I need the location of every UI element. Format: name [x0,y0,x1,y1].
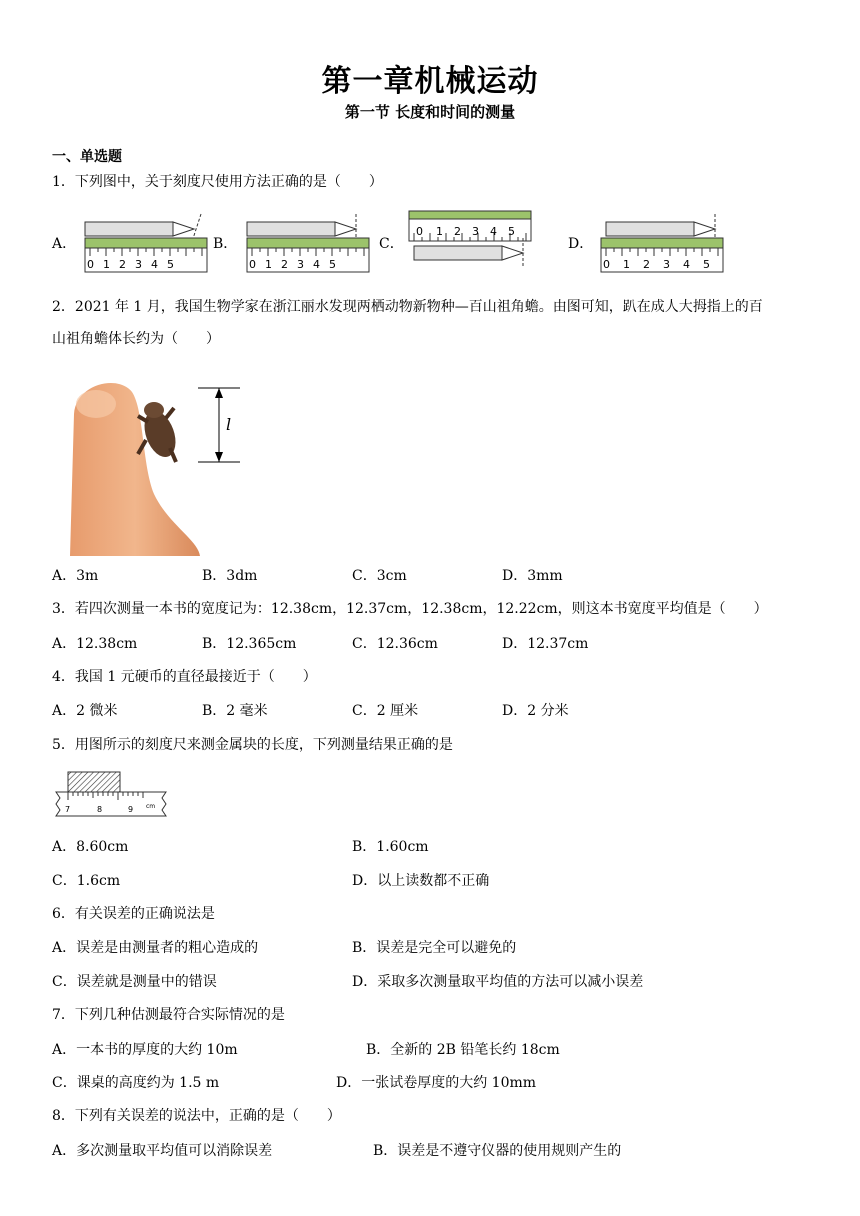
q6-option-d[interactable]: D．采取多次测量取平均值的方法可以减小误差 [352,974,644,990]
question-7-stem: 7．下列几种估测最符合实际情况的是 [52,1007,285,1023]
q7-option-b[interactable]: B．全新的 2B 铅笔长约 18cm [366,1042,560,1058]
metal-block [68,772,120,792]
q2-thumb-frog-figure [58,374,258,556]
q2-option-c[interactable]: C．3cm [352,568,407,584]
tick-label: 5 [508,225,515,238]
q5-option-c[interactable]: C．1.6cm [52,873,121,889]
q1-option-a-label: A． [52,236,77,252]
tick-label: 0 [87,258,94,271]
length-marker [198,388,240,462]
tick-label: 2 [454,225,461,238]
tick-label: 9 [128,805,134,814]
q5-option-b[interactable]: B．1.60cm [352,839,429,855]
tick-label: 3 [297,258,304,271]
q6-option-b[interactable]: B．误差是完全可以避免的 [352,940,517,956]
question-2-stem-line2: 山祖角蟾体长约为（ ） [52,331,220,347]
tick-label: 1 [623,258,630,271]
question-6-stem: 6．有关误差的正确说法是 [52,906,215,922]
question-1-stem: 1．下列图中，关于刻度尺使用方法正确的是（ ） [52,174,383,190]
q5-option-a[interactable]: A．8.60cm [52,839,129,855]
q1-option-c-ruler-figure [406,208,536,270]
tick-label: 1 [103,258,110,271]
tick-label: 3 [663,258,670,271]
unit-label: cm [146,803,156,810]
tick-label: 0 [416,225,423,238]
q1-option-d-ruler-figure [598,210,726,276]
tick-label: 5 [167,258,174,271]
question-8-stem: 8．下列有关误差的说法中，正确的是（ ） [52,1108,341,1124]
tick-label: 4 [313,258,320,271]
q2-option-d[interactable]: D．3mm [502,568,563,584]
question-5-stem: 5．用图所示的刻度尺来测金属块的长度，下列测量结果正确的是 [52,737,453,753]
pencil [414,238,523,268]
q1-option-b-ruler-figure [244,210,372,276]
length-label: l [226,415,232,434]
tick-label: 3 [472,225,479,238]
tick-label: 4 [683,258,690,271]
q1-option-a-ruler-figure [82,210,210,276]
tick-label: 8 [97,805,103,814]
q3-option-a[interactable]: A．12.38cm [52,636,138,652]
q5-ruler-block-figure [52,768,172,820]
tick-label: 0 [249,258,256,271]
q5-option-d[interactable]: D．以上读数都不正确 [352,873,490,889]
q2-option-a[interactable]: A．3m [52,568,99,584]
q3-option-d[interactable]: D．12.37cm [502,636,589,652]
q1-option-c-label: C． [379,236,404,252]
tick-label: 1 [265,258,272,271]
section-subtitle: 第一节 长度和时间的测量 [344,103,516,121]
question-3-stem: 3．若四次测量一本书的宽度记为：12.38cm，12.37cm，12.38cm，12.22cm，则这本书宽度平均值是（ ） [52,601,768,617]
question-4-stem: 4．我国 1 元硬币的直径最接近于（ ） [52,669,317,685]
q6-option-c[interactable]: C．误差就是测量中的错误 [52,974,217,990]
chapter-title: 第一章机械运动 [321,64,539,99]
q1-option-b-label: B． [213,236,238,252]
question-2-stem-line1: 2．2021 年 1 月，我国生物学家在浙江丽水发现两栖动物新物种—百山祖角蟾。由图可知，趴在成人大拇指上的百 [52,299,763,315]
question-type-heading: 一、单选题 [52,149,122,165]
q6-option-a[interactable]: A．误差是由测量者的粗心造成的 [52,940,259,956]
q3-option-c[interactable]: C．12.36cm [352,636,438,652]
tick-label: 7 [65,805,71,814]
tick-label: 5 [329,258,336,271]
q4-option-c[interactable]: C．2 厘米 [352,703,419,719]
tick-label: 3 [135,258,142,271]
tick-label: 2 [281,258,288,271]
q4-option-a[interactable]: A．2 微米 [52,703,118,719]
q4-option-b[interactable]: B．2 毫米 [202,703,268,719]
q7-option-a[interactable]: A．一本书的厚度的大约 10m [52,1042,238,1058]
q8-option-a[interactable]: A．多次测量取平均值可以消除误差 [52,1143,273,1159]
tick-label: 4 [151,258,158,271]
q8-option-b[interactable]: B．误差是不遵守仪器的使用规则产生的 [373,1143,622,1159]
tick-label: 0 [603,258,610,271]
tick-label: 4 [490,225,497,238]
q2-option-b[interactable]: B．3dm [202,568,258,584]
tick-label: 2 [119,258,126,271]
tick-label: 5 [703,258,710,271]
q7-option-d[interactable]: D．一张试卷厚度的大约 10mm [336,1075,537,1091]
tick-label: 1 [436,225,443,238]
q4-option-d[interactable]: D．2 分米 [502,703,569,719]
q7-option-c[interactable]: C．课桌的高度约为 1.5 m [52,1075,220,1091]
q3-option-b[interactable]: B．12.365cm [202,636,297,652]
tick-label: 2 [643,258,650,271]
q1-option-d-label: D． [568,236,594,252]
